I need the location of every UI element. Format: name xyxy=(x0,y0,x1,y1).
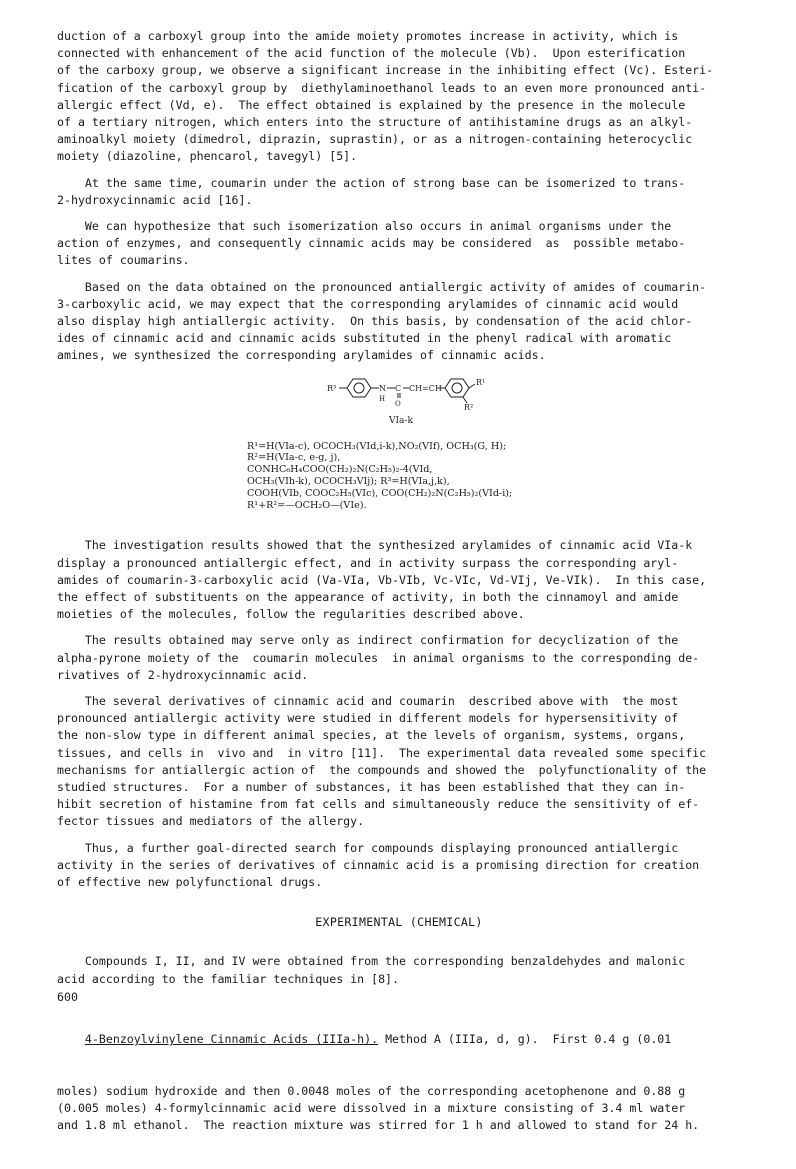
text-line: The investigation results showed that the synthesized arylamides of cinnamic acid VIa-k xyxy=(57,538,693,553)
text-line: lites of coumarins. xyxy=(57,253,190,268)
text-line: of a tertiary nitrogen, which enters into the structure of antihistamine drugs as an alkyl- xyxy=(57,115,693,130)
paragraph-5 xyxy=(57,537,741,623)
text-line: activity in the series of derivatives of cinnamic acid is a promising direction for creation xyxy=(57,857,700,872)
text-line: also display high antiallergic activity. On this basis, by condensation of the acid chlor- xyxy=(57,314,693,329)
text-line: (0.005 moles) 4-formylcinnamic acid were dissolved in a mixture consisting of 3.4 ml water xyxy=(57,1100,686,1115)
text-line: OCH₃(VIh-k), OCOCH₃VIj); R³=H(VIa,j,k), xyxy=(247,476,450,488)
text-line: studied structures. For a number of substances, it has been established that they can in- xyxy=(57,780,686,795)
text-line: moieties of the molecules, follow the regularities described above. xyxy=(57,607,525,622)
text-line: the effect of substituents on the appearance of activity, in both the cinnamoyl and amide xyxy=(57,590,679,605)
text-line: R²=H(VIa-c, e-g, j), xyxy=(247,452,341,464)
text-line: display a pronounced antiallergic effect, and in activity surpass the corresponding aryl- xyxy=(57,555,679,570)
text-line: moles) sodium hydroxide and then 0.0048 moles of the corresponding acetophenone and 0.88 g xyxy=(57,1083,686,1098)
text-line: the non-slow type in different animal species, at the levels of organism, systems, organs, xyxy=(57,728,686,743)
svg-text:R¹: R¹ xyxy=(476,377,486,387)
text-line: mechanisms for antiallergic action of the compounds and showed the polyfunctionality of the xyxy=(57,762,707,777)
text-line: allergic effect (Vd, e). The effect obtained is explained by the presence in the molecule xyxy=(57,97,686,112)
page-number: 600 xyxy=(57,990,78,1004)
text-line: alpha-pyrone moiety of the coumarin molecules in animal organisms to the corresponding de- xyxy=(57,650,700,665)
text-line: CONHC₆H₄COO(CH₂)₂N(C₂H₅)₂-4(VId, xyxy=(247,464,433,476)
paragraph-2 xyxy=(57,175,741,209)
text-line: acid according to the familiar techniques in [8]. xyxy=(57,971,400,986)
svg-text:O: O xyxy=(395,399,401,408)
substituent-list xyxy=(247,441,741,512)
text-line: The results obtained may serve only as indirect confirmation for decyclization of the xyxy=(57,633,679,648)
text-line: ides of cinnamic acid and cinnamic acids substituted in the phenyl radical with aromatic xyxy=(57,331,672,346)
text-line: duction of a carboxyl group into the amide moiety promotes increase in activity, which is xyxy=(57,29,679,43)
svg-text:N: N xyxy=(379,383,386,393)
text-line: hibit secretion of histamine from fat cells and simultaneously reduce the sensitivity of ef- xyxy=(57,797,700,812)
text-line: COOH(VIb, COOC₂H₅(VIc), COO(CH₂)₂N(C₂H₅)₂(VId-i); xyxy=(247,487,513,499)
text-line: action of enzymes, and consequently cinnamic acids may be considered as possible metabo- xyxy=(57,236,686,251)
text-line: amines, we synthesized the corresponding arylamides of cinnamic acids. xyxy=(57,348,546,363)
text-line: amides of coumarin-3-carboxylic acid (Va-VIa, Vb-VIb, Vc-VIc, Vd-VIj, Ve-VIk). In this case, xyxy=(57,572,707,587)
structure-label: VIa-k xyxy=(389,415,413,426)
arylamide-structure-diagram xyxy=(57,375,741,431)
paragraph-10-rest xyxy=(57,1083,741,1135)
svg-text:R³: R³ xyxy=(327,383,337,393)
paragraph-10 xyxy=(57,997,741,1169)
text-line: Compounds I, II, and IV were obtained from the corresponding benzaldehydes and malonic xyxy=(57,954,686,969)
text-line: At the same time, coumarin under the action of strong base can be isomerized to trans- xyxy=(57,175,686,190)
text-line: R¹+R²=—OCH₂O—(VIe). xyxy=(247,499,367,511)
paragraph-6 xyxy=(57,632,741,684)
text-line: connected with enhancement of the acid function of the molecule (Vb). Upon esterification xyxy=(57,46,686,61)
text-line: rivatives of 2-hydroxycinnamic acid. xyxy=(57,667,309,682)
paragraph-3 xyxy=(57,218,741,270)
paragraph-4 xyxy=(57,279,741,365)
text-line: We can hypothesize that such isomerization also occurs in animal organisms under the xyxy=(57,219,672,234)
paragraph-7 xyxy=(57,693,741,831)
text-line: Based on the data obtained on the pronounced antiallergic activity of amides of coumarin- xyxy=(57,279,707,294)
text-line: Thus, a further goal-directed search for compounds displaying pronounced antiallergic xyxy=(57,840,679,855)
text-line: and 1.8 ml ethanol. The reaction mixture was stirred for 1 h and allowed to stand for 24 h. xyxy=(57,1118,700,1133)
text-line: The several derivatives of cinnamic acid and coumarin described above with the most xyxy=(57,694,679,709)
page-body xyxy=(57,28,741,1169)
svg-text:C: C xyxy=(395,383,402,393)
paragraph-8 xyxy=(57,840,741,892)
svg-text:H: H xyxy=(379,394,386,403)
paragraph-9 xyxy=(57,953,741,987)
text-line: of the carboxy group, we observe a significant increase in the inhibiting effect (Vc). Esteri- xyxy=(57,63,714,78)
text-line: of effective new polyfunctional drugs. xyxy=(57,875,323,890)
text-line: fication of the carboxyl group by diethylaminoethanol leads to an even more pronounced anti- xyxy=(57,80,707,95)
text-line: 3-carboxylic acid, we may expect that the corresponding arylamides of cinnamic acid would xyxy=(57,296,679,311)
chemical-structure xyxy=(57,375,741,431)
subsection-title: 4-Benzoylvinylene Cinnamic Acids (IIIa-h). xyxy=(84,1032,379,1047)
text-line: R¹=H(VIa-c), OCOCH₃(VId,i-k),NO₂(VIf), OCH₃(G, H); xyxy=(247,440,507,452)
text-line: tissues, and cells in vivo and in vitro [11]. The experimental data revealed some specific xyxy=(57,745,707,760)
text-line: pronounced antiallergic activity were studied in different models for hypersensitivity of xyxy=(57,711,679,726)
text-line: 2-hydroxycinnamic acid [16]. xyxy=(57,192,253,207)
text-line: aminoalkyl moiety (dimedrol, diprazin, suprastin), or as a nitrogen-containing heterocyclic xyxy=(57,132,693,147)
svg-text:CH=CH: CH=CH xyxy=(409,383,442,393)
paragraph-1 xyxy=(57,28,741,166)
svg-text:R²: R² xyxy=(464,402,474,412)
text-line: fector tissues and mediators of the allergy. xyxy=(57,814,365,829)
section-heading: EXPERIMENTAL (CHEMICAL) xyxy=(315,915,483,930)
paragraph-10-first-line: Method A (IIIa, d, g). First 0.4 g (0.01 xyxy=(378,1032,672,1047)
text-line: moiety (diazoline, phencarol, tavegyl) [5]. xyxy=(57,149,358,164)
